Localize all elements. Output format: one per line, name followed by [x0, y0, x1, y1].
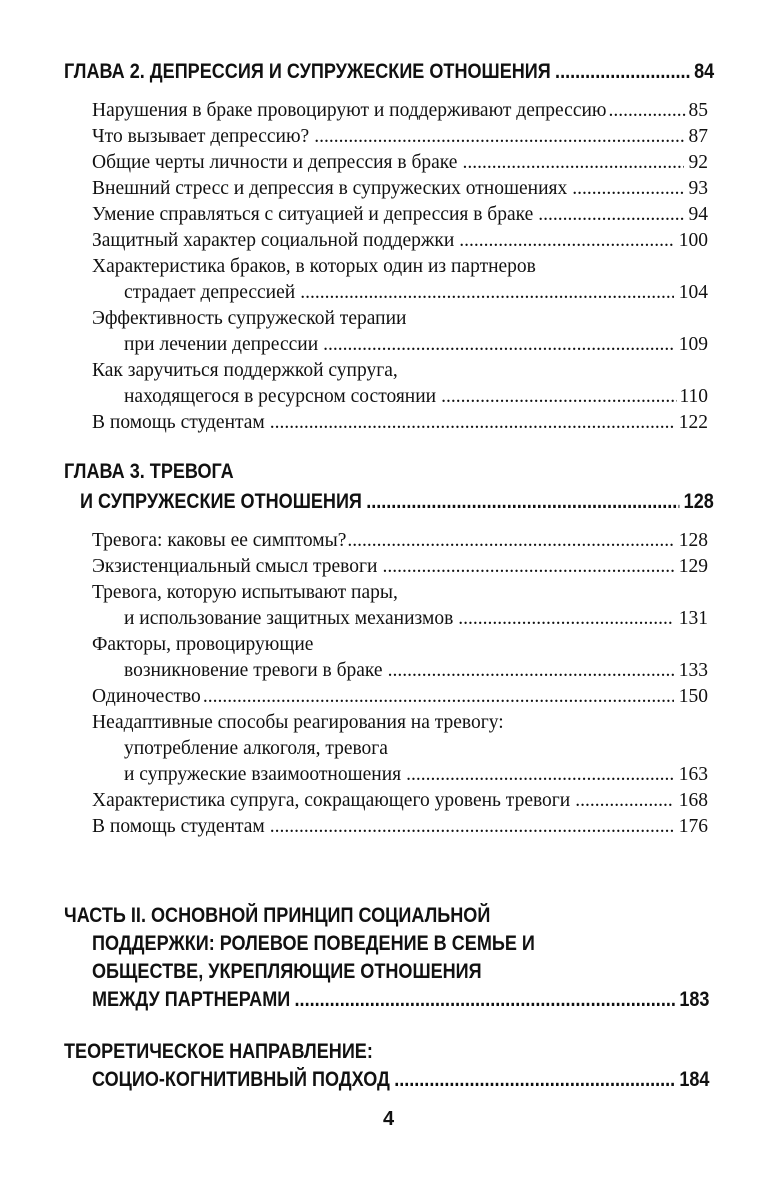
toc-entry-title: и использование защитных механизмов	[124, 608, 454, 629]
toc-entry-first-line[interactable]: Тревога, которую испытывают пары,	[92, 582, 398, 603]
toc-entry-page: 163	[678, 764, 708, 785]
toc-entry[interactable]	[124, 386, 708, 408]
leader-dots	[538, 204, 683, 226]
toc-entry-title: возникновение тревоги в браке	[124, 660, 383, 681]
toc-entry[interactable]	[124, 660, 708, 682]
toc-entry[interactable]	[124, 608, 708, 630]
toc-entry-page: 110	[679, 386, 708, 407]
toc-entry[interactable]	[92, 686, 708, 708]
toc-entry-second-line[interactable]: употребление алкоголя, тревога	[124, 738, 388, 759]
leader-dots	[347, 530, 673, 552]
leader-dots	[441, 386, 677, 408]
leader-dots	[462, 152, 683, 174]
toc-entry-page: 109	[678, 334, 708, 355]
toc-entry-title: и супружеские взаимоотношения	[124, 764, 402, 785]
theory-title-line-1[interactable]: ТЕОРЕТИЧЕСКОЕ НАПРАВЛЕНИЕ:	[64, 1040, 373, 1063]
toc-entry-first-line[interactable]: Эффективность супружеской терапии	[92, 308, 407, 329]
toc-entry-title: Тревога: каковы ее симптомы?	[92, 530, 347, 551]
toc-entry-title: страдает депрессией	[124, 282, 296, 303]
toc-entry-page: 87	[688, 126, 708, 147]
toc-entry-page: 150	[678, 686, 708, 707]
toc-entry-title: Что вызывает депрессию?	[92, 126, 310, 147]
toc-entry-title: В помощь студентам	[92, 412, 265, 433]
leader-dots	[295, 988, 676, 1012]
toc-entry-first-line[interactable]: Неадаптивные способы реагирования на тревогу:	[92, 712, 504, 733]
chapter-2-page: 84	[694, 60, 715, 83]
leader-dots	[366, 490, 679, 514]
toc-entry-first-line[interactable]: Факторы, провоцирующие	[92, 634, 314, 655]
toc-entry-page: 176	[678, 816, 708, 837]
toc-entry-title: Одиночество	[92, 686, 201, 707]
leader-dots	[555, 60, 690, 84]
toc-entry-title: Внешний стресс и депрессия в супружеских отношениях	[92, 178, 568, 199]
toc-entry[interactable]	[92, 152, 708, 174]
leader-dots	[388, 660, 674, 682]
chapter-3-page: 128	[683, 490, 714, 513]
toc-entry[interactable]	[92, 816, 708, 838]
leader-dots	[300, 282, 674, 304]
toc-entry[interactable]	[92, 556, 708, 578]
toc-entry-title: Нарушения в браке провоцируют и поддерживают депрессию	[92, 100, 607, 121]
theory-page: 184	[679, 1068, 710, 1091]
toc-entry-title: Общие черты личности и депрессия в браке	[92, 152, 458, 173]
toc-entry-page: 131	[678, 608, 708, 629]
toc-entry-page: 92	[688, 152, 708, 173]
part-2-heading[interactable]	[92, 988, 709, 1012]
leader-dots	[609, 100, 687, 122]
toc-entry[interactable]	[92, 530, 708, 552]
toc-entry-page: 85	[688, 100, 708, 121]
part-2-title-line-3[interactable]: ОБЩЕСТВЕ, УКРЕПЛЯЮЩИЕ ОТНОШЕНИЯ	[92, 960, 482, 983]
page-number: 4	[382, 1108, 395, 1130]
toc-entry[interactable]	[124, 334, 708, 356]
theory-title: СОЦИО-КОГНИТИВНЫЙ ПОДХОД	[92, 1068, 390, 1091]
toc-entry-page: 93	[688, 178, 708, 199]
chapter-3-title-line-1[interactable]: ГЛАВА 3. ТРЕВОГА	[64, 460, 234, 483]
toc-entry-title: Экзистенциальный смысл тревоги	[92, 556, 378, 577]
part-2-title-line-2[interactable]: ПОДДЕРЖКИ: РОЛЕВОЕ ПОВЕДЕНИЕ В СЕМЬЕ И	[92, 932, 535, 955]
chapter-2-heading[interactable]	[64, 60, 714, 84]
theory-heading[interactable]	[92, 1068, 709, 1092]
toc-entry-page: 104	[678, 282, 708, 303]
chapter-3-heading[interactable]	[80, 490, 714, 514]
leader-dots	[314, 126, 683, 148]
chapter-2-title: ГЛАВА 2. ДЕПРЕССИЯ И СУПРУЖЕСКИЕ ОТНОШЕНИЯ	[64, 60, 551, 83]
toc-entry[interactable]	[124, 282, 708, 304]
part-2-title-line-1[interactable]: ЧАСТЬ II. ОСНОВНОЙ ПРИНЦИП СОЦИАЛЬНОЙ	[64, 904, 491, 927]
toc-entry-title: находящегося в ресурсном состоянии	[124, 386, 437, 407]
toc-entry-page: 168	[678, 790, 708, 811]
leader-dots	[575, 790, 674, 812]
part-2-title: МЕЖДУ ПАРТНЕРАМИ	[92, 988, 291, 1011]
toc-entry-page: 128	[678, 530, 708, 551]
toc-entry-page: 94	[688, 204, 708, 225]
leader-dots	[270, 412, 674, 434]
toc-entry-first-line[interactable]: Как заручиться поддержкой супруга,	[92, 360, 398, 381]
toc-entry[interactable]	[92, 790, 708, 812]
chapter-3-title: И СУПРУЖЕСКИЕ ОТНОШЕНИЯ	[80, 490, 362, 513]
part-2-page: 183	[679, 988, 710, 1011]
toc-entry[interactable]	[124, 764, 708, 786]
toc-entry-page: 133	[678, 660, 708, 681]
leader-dots	[459, 230, 673, 252]
leader-dots	[203, 686, 674, 708]
toc-entry-page: 129	[678, 556, 708, 577]
toc-entry[interactable]	[92, 412, 708, 434]
toc-entry-title: Характеристика супруга, сокращающего уровень тревоги	[92, 790, 571, 811]
toc-entry-first-line[interactable]: Характеристика браков, в которых один из партнеров	[92, 256, 536, 277]
toc-entry-title: Умение справляться с ситуацией и депрессия в браке	[92, 204, 534, 225]
toc-entry-title: при лечении депрессии	[124, 334, 319, 355]
leader-dots	[394, 1068, 675, 1092]
toc-entry[interactable]	[92, 204, 708, 226]
leader-dots	[406, 764, 674, 786]
leader-dots	[323, 334, 674, 356]
toc-entry[interactable]	[92, 126, 708, 148]
toc-entry-title: В помощь студентам	[92, 816, 265, 837]
toc-entry-title: Защитный характер социальной поддержки	[92, 230, 455, 251]
toc-entry[interactable]	[92, 178, 708, 200]
leader-dots	[458, 608, 673, 630]
leader-dots	[572, 178, 683, 200]
toc-entry-page: 100	[678, 230, 708, 251]
toc-entry-page: 122	[678, 412, 708, 433]
leader-dots	[382, 556, 673, 578]
toc-entry[interactable]	[92, 230, 708, 252]
leader-dots	[270, 816, 674, 838]
toc-entry[interactable]	[92, 100, 708, 122]
